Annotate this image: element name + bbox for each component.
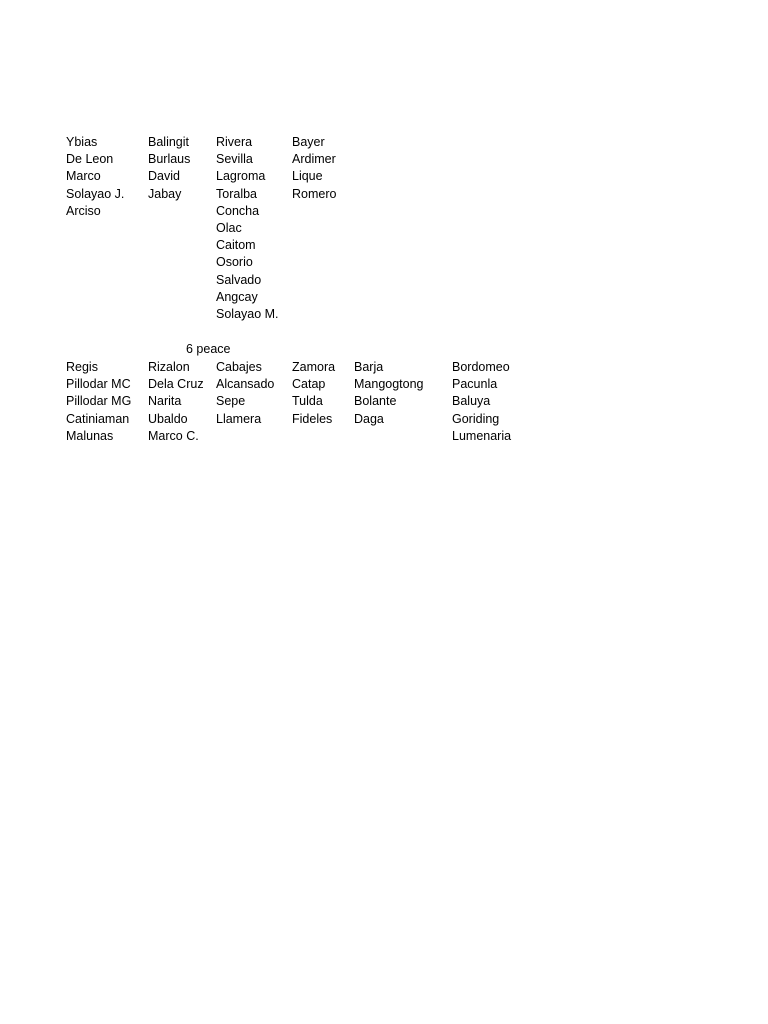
name-cell: Arciso — [66, 203, 101, 218]
name-cell: Lagroma — [216, 169, 266, 184]
name-cell: Romero — [292, 186, 337, 201]
name-cell: Marco C. — [148, 428, 199, 443]
name-cell: Olac — [216, 221, 242, 236]
group1-column-4 — [292, 134, 336, 203]
name-cell: Jabay — [148, 186, 182, 201]
name-cell: Fideles — [292, 411, 333, 426]
name-cell: Concha — [216, 203, 260, 218]
name-cell: Zamora — [292, 360, 336, 374]
group2-column-1 — [66, 359, 131, 445]
name-cell: Sevilla — [216, 152, 253, 167]
name-cell: Angcay — [216, 289, 258, 304]
name-cell: Bayer — [292, 135, 325, 149]
name-cell: Solayao J. — [66, 186, 125, 201]
group2-column-2 — [148, 359, 204, 445]
group2-column-6 — [452, 359, 511, 445]
name-cell: Pillodar MG — [66, 394, 132, 409]
group2-column-4 — [292, 359, 335, 428]
name-cell: Marco — [66, 169, 101, 184]
group1-column-3 — [216, 134, 279, 323]
name-cell: Tulda — [292, 394, 323, 409]
group1-column-1 — [66, 134, 124, 220]
name-cell: Sepe — [216, 394, 246, 409]
name-cell: Bordomeo — [452, 360, 510, 374]
name-cell: Pillodar MC — [66, 377, 131, 392]
name-cell: Ybias — [66, 135, 98, 149]
name-cell: Rivera — [216, 135, 253, 149]
name-cell: Baluya — [452, 394, 491, 409]
group1-column-2 — [148, 134, 190, 203]
name-cell: Dela Cruz — [148, 377, 204, 392]
name-cell: Osorio — [216, 255, 253, 270]
name-cell: Bolante — [354, 394, 397, 409]
name-cell: Daga — [354, 411, 384, 426]
name-cell: Regis — [66, 360, 98, 374]
name-cell: Catiniaman — [66, 411, 130, 426]
name-cell: Burlaus — [148, 152, 191, 167]
name-cell: Cabajes — [216, 360, 262, 374]
name-cell: Malunas — [66, 428, 114, 443]
name-cell: Ubaldo — [148, 411, 188, 426]
group2-column-5 — [354, 359, 424, 428]
name-cell: Lique — [292, 169, 323, 184]
name-cell: Narita — [148, 394, 182, 409]
name-cell: Caitom — [216, 238, 256, 253]
group2-heading: 6 peace — [186, 342, 231, 356]
name-cell: Balingit — [148, 135, 189, 149]
name-cell: De Leon — [66, 152, 114, 167]
name-cell: Barja — [354, 360, 384, 374]
name-cell: Solayao M. — [216, 307, 279, 322]
name-cell: Mangogtong — [354, 377, 424, 392]
name-cell: Goriding — [452, 411, 500, 426]
name-cell: David — [148, 169, 180, 184]
name-cell: Alcansado — [216, 377, 275, 392]
name-cell: Rizalon — [148, 360, 190, 374]
name-cell: Toralba — [216, 186, 257, 201]
name-cell: Llamera — [216, 411, 262, 426]
group2-column-3 — [216, 359, 274, 428]
name-cell: Catap — [292, 377, 326, 392]
name-cell: Salvado — [216, 272, 262, 287]
name-cell: Pacunla — [452, 377, 498, 392]
name-cell: Ardimer — [292, 152, 336, 167]
name-cell: Lumenaria — [452, 428, 512, 443]
